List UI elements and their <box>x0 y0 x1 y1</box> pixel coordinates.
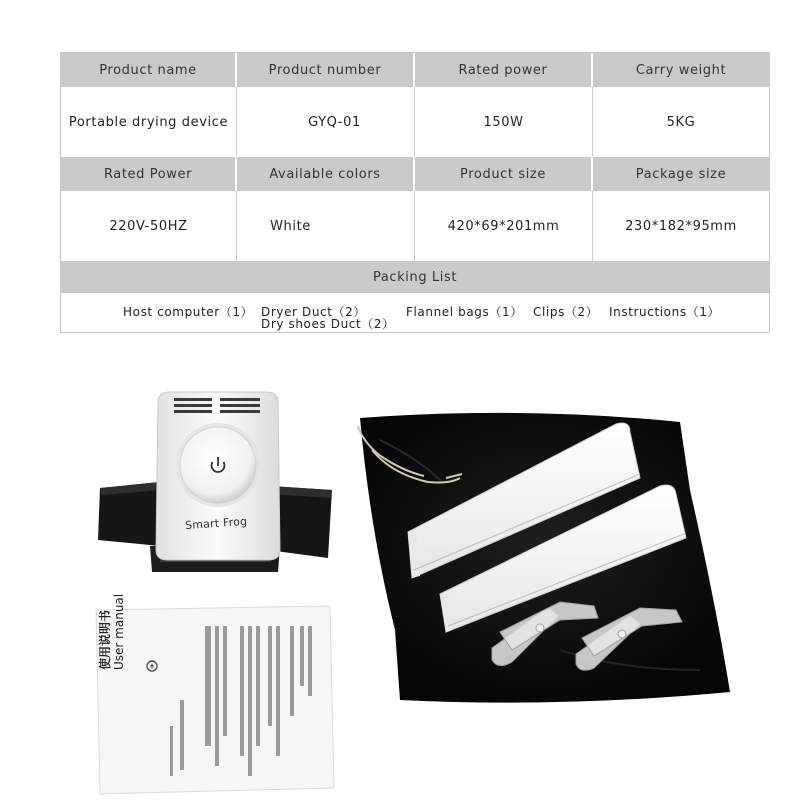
host-device <box>98 392 332 572</box>
packing-item-dryer-duct: Dryer Duct（2） <box>261 305 366 319</box>
value-rated-power: 150W <box>415 87 593 157</box>
manual-title-en: User manual <box>112 593 127 670</box>
spec-header-row-1 <box>61 53 769 87</box>
product-photo <box>0 370 800 800</box>
header-product-size: Product size <box>415 157 593 191</box>
value-colors-text: White <box>270 218 311 234</box>
header-package-size: Package size <box>635 166 727 182</box>
value-product-name: Portable drying device <box>61 87 237 157</box>
packing-item-shoes-duct: Dry shoes Duct（2） <box>261 317 395 331</box>
header-product-number: Product number <box>237 53 415 87</box>
value-colors <box>237 191 415 261</box>
product-illustration <box>0 370 800 800</box>
header-rated-power: Rated power <box>415 53 593 87</box>
header-carry-weight: Carry weight <box>635 62 727 78</box>
packing-item-clips: Clips（2） <box>533 305 599 319</box>
value-package-size: 230*182*95mm <box>625 218 737 234</box>
header-product-name: Product name <box>61 53 237 87</box>
packing-list-title: Packing List <box>61 261 769 293</box>
spec-value-row-1 <box>61 87 769 157</box>
value-product-number-text: GYQ-01 <box>308 114 361 130</box>
packing-item-instructions: Instructions（1） <box>609 305 721 319</box>
value-voltage: 220V-50HZ <box>61 191 237 261</box>
brand-logo-text: Smart Frog <box>184 514 248 533</box>
manual-title <box>98 594 127 670</box>
header-rated-power-voltage: Rated Power <box>61 157 237 191</box>
spec-table <box>60 52 770 333</box>
spec-header-row-2 <box>61 157 769 191</box>
instruction-manual <box>96 606 334 794</box>
manual-title-cn: 使用说明书 <box>98 609 112 670</box>
value-product-size: 420*69*201mm <box>415 191 593 261</box>
spec-value-row-2 <box>61 191 769 261</box>
packing-list-items <box>61 293 769 333</box>
packing-item-host: Host computer（1） <box>123 305 254 319</box>
header-available-colors: Available colors <box>237 157 415 191</box>
packing-item-flannel-bag: Flannel bags（1） <box>406 305 523 319</box>
value-product-number <box>237 87 415 157</box>
value-carry-weight: 5KG <box>666 114 696 130</box>
